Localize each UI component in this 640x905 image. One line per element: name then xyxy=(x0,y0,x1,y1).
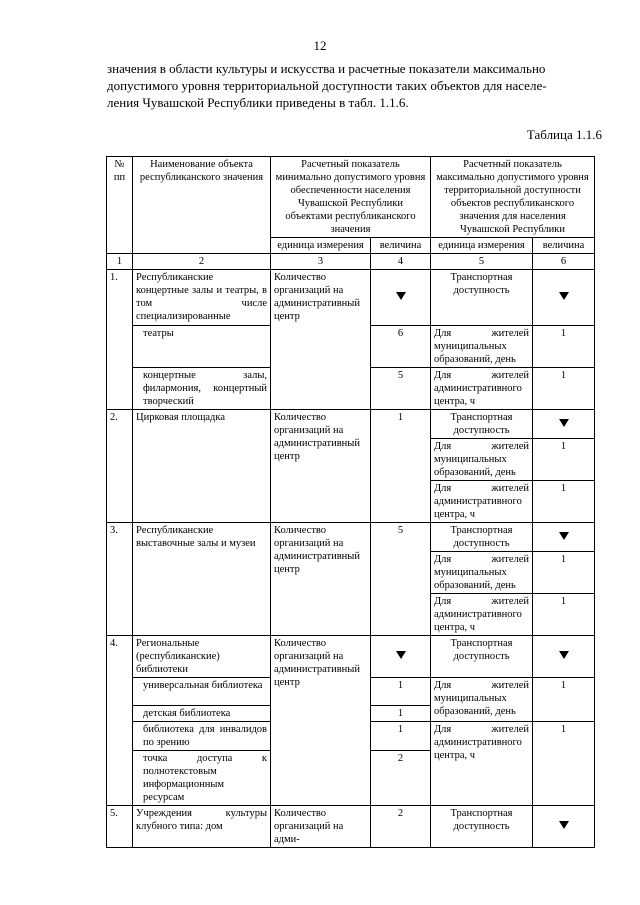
row-name: Республиканские концертные залы и театры, в том числе специализированные xyxy=(133,270,271,326)
subrow-value: 6 xyxy=(371,326,431,368)
subrow-access-value: 1 xyxy=(533,722,595,806)
header-value: величина xyxy=(371,238,431,254)
intro-paragraph xyxy=(107,60,595,111)
subrow-access-unit: Для жителей муниципальных образований, день xyxy=(431,678,533,722)
triangle-down-icon xyxy=(559,419,569,427)
subrow-name: театры xyxy=(133,326,271,368)
row-unit: Количество организаций на адми- xyxy=(271,806,371,848)
row-value: 2 xyxy=(371,806,431,848)
row-name: Цирковая площадка xyxy=(133,410,271,523)
row-access-value xyxy=(533,806,595,848)
subrow-value: 1 xyxy=(371,706,431,722)
subrow-name: концертные залы, филармония, концертный творческий xyxy=(133,368,271,410)
subrow-access-unit: Для жителей административного центра, ч xyxy=(431,481,533,523)
subrow-access-value: 1 xyxy=(533,594,595,636)
triangle-down-icon xyxy=(396,292,406,300)
subrow-access-value: 1 xyxy=(533,678,595,722)
subrow-access-unit: Для жителей административного центра, ч xyxy=(431,722,533,806)
col-number: 4 xyxy=(371,254,431,270)
header-unit: единица измерения xyxy=(431,238,533,254)
col-number: 6 xyxy=(533,254,595,270)
row-access-value xyxy=(533,636,595,678)
row-unit: Количество организаций на административный центр xyxy=(271,636,371,806)
row-value xyxy=(371,270,431,326)
row-num: 2. xyxy=(107,410,133,523)
row-access-unit: Транспортная доступность xyxy=(431,806,533,848)
row-unit: Количество организаций на административный центр xyxy=(271,270,371,410)
subrow-access-unit: Для жителей муниципальных образований, день xyxy=(431,326,533,368)
culture-objects-table xyxy=(106,156,595,848)
subrow-name: точка доступа к полнотекстовым информационным ресурсам xyxy=(133,751,271,806)
triangle-down-icon xyxy=(559,821,569,829)
row-name: Региональные (республиканские) библиотеки xyxy=(133,636,271,678)
table-row xyxy=(107,806,595,848)
column-number-row xyxy=(107,254,595,270)
header-num: № пп xyxy=(107,157,133,254)
subrow-value: 1 xyxy=(371,678,431,706)
triangle-down-icon xyxy=(559,532,569,540)
table-row xyxy=(107,270,595,326)
intro-line: значения в области культуры и искусства и расчетные показатели максимально xyxy=(107,61,546,76)
table-caption: Таблица 1.1.6 xyxy=(526,127,602,142)
page-number: 12 xyxy=(313,38,327,53)
row-access-unit: Транспортная доступность xyxy=(431,270,533,326)
intro-line: ления Чувашской Республики приведены в табл. 1.1.6. xyxy=(107,95,409,110)
header-unit: единица измерения xyxy=(271,238,371,254)
subrow-name: детская библиотека xyxy=(133,706,271,722)
row-value xyxy=(371,636,431,678)
table-header-row xyxy=(107,157,595,238)
subrow-name: библиотека для инвалидов по зрению xyxy=(133,722,271,751)
table-row xyxy=(107,410,595,439)
row-access-value xyxy=(533,270,595,326)
table-row xyxy=(107,636,595,678)
row-access-unit: Транспортная доступность xyxy=(431,410,533,439)
row-name: Учреждения культуры клубного типа: дом xyxy=(133,806,271,848)
subrow-access-value: 1 xyxy=(533,481,595,523)
row-num: 4. xyxy=(107,636,133,806)
header-provision: Расчетный показатель минимально допустимого уровня обеспеченности населения Чувашской Республики объектами республиканского значения xyxy=(271,157,431,238)
subrow-access-value: 1 xyxy=(533,439,595,481)
subrow-access-unit: Для жителей муниципальных образований, день xyxy=(431,439,533,481)
row-value: 1 xyxy=(371,410,431,523)
subrow-value: 2 xyxy=(371,751,431,806)
row-unit: Количество организаций на административный центр xyxy=(271,523,371,636)
row-name: Республиканские выставочные залы и музеи xyxy=(133,523,271,636)
triangle-down-icon xyxy=(559,292,569,300)
row-num: 5. xyxy=(107,806,133,848)
col-number: 3 xyxy=(271,254,371,270)
row-num: 1. xyxy=(107,270,133,410)
subrow-value: 5 xyxy=(371,368,431,410)
col-number: 1 xyxy=(107,254,133,270)
subrow-access-value: 1 xyxy=(533,368,595,410)
subrow-access-unit: Для жителей административного центра, ч xyxy=(431,368,533,410)
row-access-value xyxy=(533,410,595,439)
header-value: величина xyxy=(533,238,595,254)
subrow-value: 1 xyxy=(371,722,431,751)
subrow-access-value: 1 xyxy=(533,552,595,594)
row-value: 5 xyxy=(371,523,431,636)
col-number: 2 xyxy=(133,254,271,270)
subrow-access-unit: Для жителей административного центра, ч xyxy=(431,594,533,636)
subrow-access-value: 1 xyxy=(533,326,595,368)
header-access: Расчетный показатель максимально допустимого уровня территориальной доступности объектов республиканского значения для населения Чувашской Республики xyxy=(431,157,595,238)
triangle-down-icon xyxy=(559,651,569,659)
intro-line: допустимого уровня территориальной доступности таких объектов для населе- xyxy=(107,78,547,93)
header-name: Наименование объекта республиканского значения xyxy=(133,157,271,254)
row-unit: Количество организаций на административный центр xyxy=(271,410,371,523)
subrow-name: универсальная библиотека xyxy=(133,678,271,706)
triangle-down-icon xyxy=(396,651,406,659)
row-access-unit: Транспортная доступность xyxy=(431,523,533,552)
row-num: 3. xyxy=(107,523,133,636)
row-access-unit: Транспортная доступность xyxy=(431,636,533,678)
row-access-value xyxy=(533,523,595,552)
subrow-access-unit: Для жителей муниципальных образований, день xyxy=(431,552,533,594)
table-row xyxy=(107,523,595,552)
col-number: 5 xyxy=(431,254,533,270)
